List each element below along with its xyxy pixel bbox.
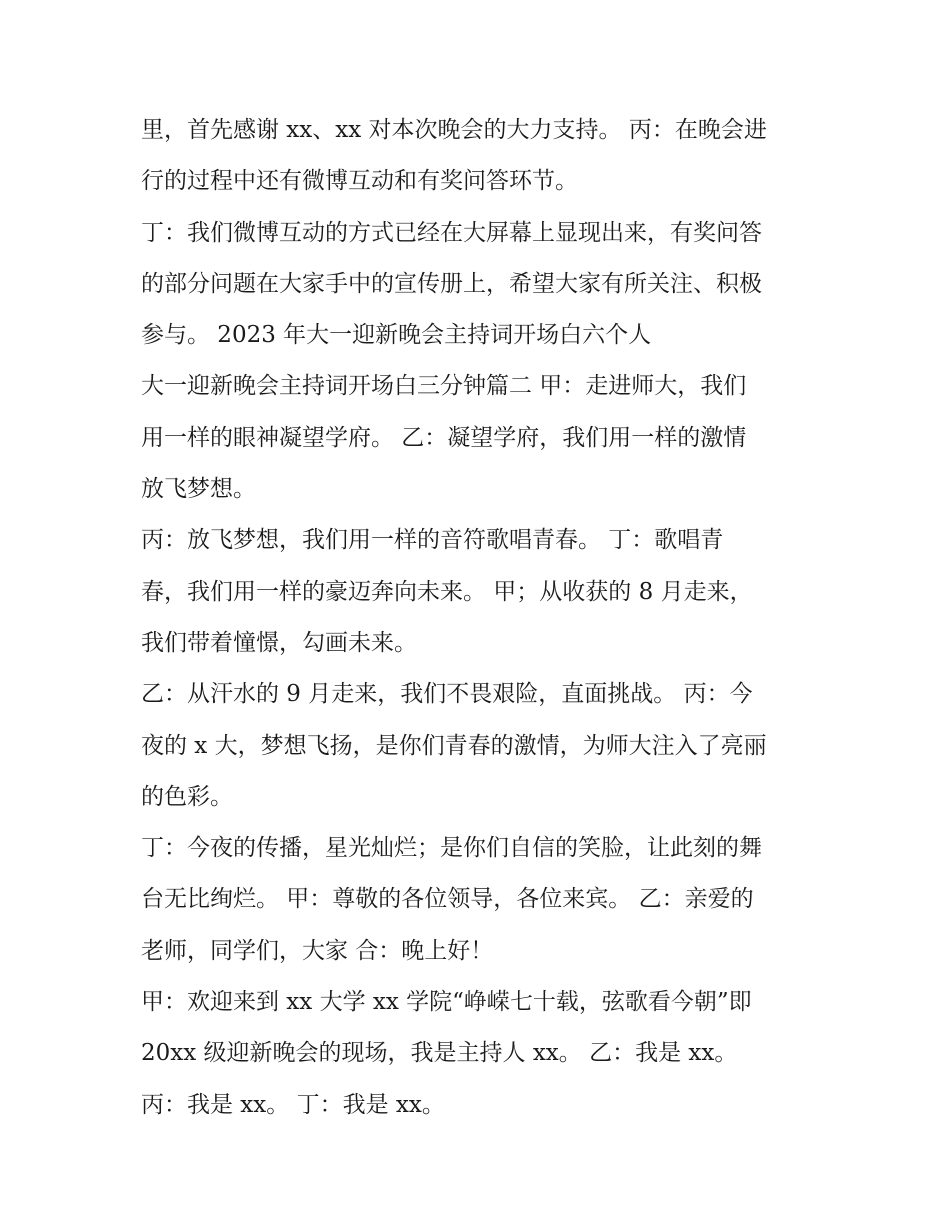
text-line: 丁：我们微博互动的方式已经在大屏幕上显现出来，有奖问答: [141, 219, 762, 246]
text-line: 参与。 2023 年大一迎新晚会主持词开场白六个人: [141, 322, 652, 349]
text-line: 夜的 x 大，梦想飞扬，是你们青春的激情，为师大注入了亮丽: [141, 732, 767, 759]
document-body: [141, 105, 831, 1131]
text-line: 用一样的眼神凝望学府。 乙：凝望学府，我们用一样的激情: [141, 424, 747, 451]
text-line: 老师，同学们，大家 合：晚上好！: [141, 937, 494, 964]
text-line: 丙：放飞梦想，我们用一样的音符歌唱青春。 丁：歌唱青: [141, 527, 724, 554]
text-line: 大一迎新晚会主持词开场白三分钟篇二 甲：走进师大，我们: [141, 373, 747, 400]
text-line: 丁：今夜的传播，星光灿烂；是你们自信的笑脸，让此刻的舞: [141, 835, 762, 862]
text-line: 春，我们用一样的豪迈奔向未来。 甲；从收获的 8 月走来，: [141, 578, 753, 605]
text-line: 甲：欢迎来到 xx 大学 xx 学院“峥嵘七十载，弦歌看今朝”即: [141, 989, 752, 1016]
text-line: 里，首先感谢 xx、xx 对本次晚会的大力支持。 丙：在晚会进: [141, 117, 767, 143]
text-line: 我们带着憧憬，勾画未来。: [141, 629, 417, 656]
text-line: 台无比绚烂。 甲：尊敬的各位领导，各位来宾。 乙：亲爱的: [141, 886, 754, 913]
text-line: 的色彩。: [141, 783, 233, 810]
text-line: 20xx 级迎新晚会的现场，我是主持人 xx。 乙：我是 xx。: [141, 1040, 738, 1067]
text-line: 行的过程中还有微博互动和有奖问答环节。: [141, 168, 578, 195]
text-line: 丙：我是 xx。 丁：我是 xx。: [141, 1091, 445, 1118]
text-line: 的部分问题在大家手中的宣传册上，希望大家有所关注、积极: [141, 270, 762, 297]
text-line: 乙：从汗水的 9 月走来，我们不畏艰险，直面挑战。 丙：今: [141, 681, 753, 708]
text-line: 放飞梦想。: [141, 476, 256, 503]
